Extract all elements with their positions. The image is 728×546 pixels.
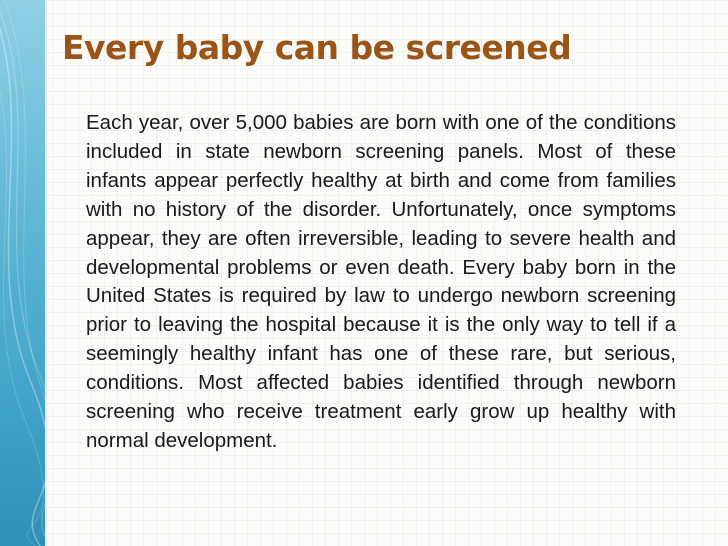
slide-title: Every baby can be screened [62, 28, 572, 67]
slide-body-text: Each year, over 5,000 babies are born with one of the conditions included in state newborn screening panels. Most of these infants appear perfectly healthy at birth and come from families with no history of the disorder. Unfortunately, once symptoms appear, they are often irreversible, leading to severe health and developmental problems or even death. Every baby born in the United States is required by law to undergo newborn screening prior to leaving the hospital because it is the only way to tell if a seemingly healthy infant has one of these rare, but serious, conditions. Most affected babies identified through newborn screening who receive treatment early grow up healthy with normal development. [86, 111, 676, 452]
wave-lines-decoration [0, 0, 45, 546]
decorative-side-band [0, 0, 45, 546]
band-edge-divider [45, 0, 47, 546]
